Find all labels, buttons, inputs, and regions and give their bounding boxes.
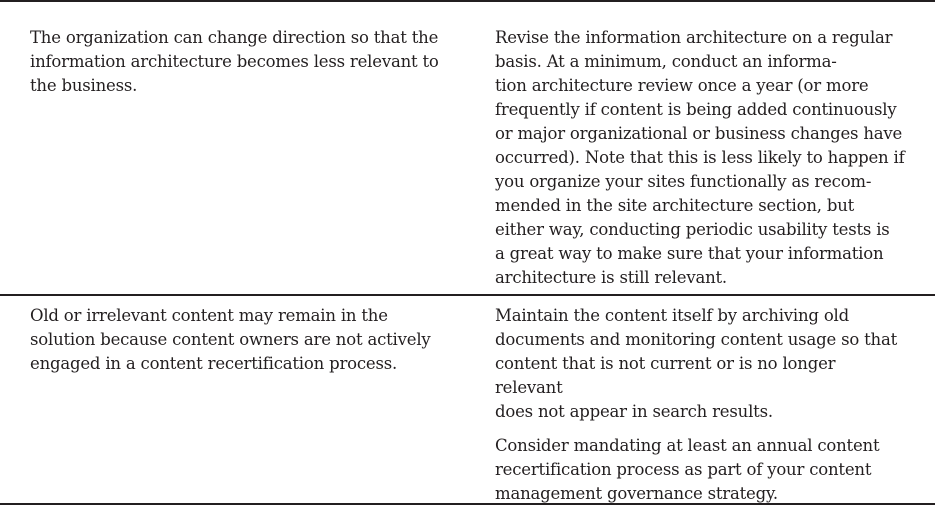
mitigation-text xyxy=(495,304,905,424)
text-line: recertification process as part of your content xyxy=(495,460,872,479)
text-line: either way, conducting periodic usability tests is xyxy=(495,220,890,239)
text-line: Consider mandating at least an annual content xyxy=(495,436,880,455)
risk-cell xyxy=(30,26,440,98)
text-line: the business. xyxy=(30,76,138,95)
text-line: content that is not current or is no longer relevant xyxy=(495,354,836,397)
text-line: frequently if content is being added continuously xyxy=(495,100,897,119)
text-line: or major organizational or business changes have xyxy=(495,124,903,143)
mitigation-cell xyxy=(495,26,905,290)
text-line: mended in the site architecture section, but xyxy=(495,196,855,215)
text-line: documents and monitoring content usage so that xyxy=(495,330,898,349)
table-row xyxy=(0,296,935,505)
text-line: Old or irrelevant content may remain in the xyxy=(30,306,388,325)
mitigation-cell xyxy=(495,304,905,506)
text-line: tion architecture review once a year (or more xyxy=(495,76,869,95)
text-line: a great way to make sure that your information xyxy=(495,244,884,263)
text-line: architecture is still relevant. xyxy=(495,268,727,287)
text-line: Revise the information architecture on a regular xyxy=(495,28,893,47)
text-line: does not appear in search results. xyxy=(495,402,773,421)
mitigation-text xyxy=(495,26,905,290)
text-line: The organization can change direction so that the xyxy=(30,28,439,47)
risk-cell xyxy=(30,304,440,376)
risk-text xyxy=(30,304,440,376)
text-line: engaged in a content recertification process. xyxy=(30,354,398,373)
text-line: Maintain the content itself by archiving old xyxy=(495,306,849,325)
text-line: occurred). Note that this is less likely to happen if xyxy=(495,148,905,167)
text-line: management governance strategy. xyxy=(495,484,778,503)
table-row xyxy=(0,2,935,296)
risk-text xyxy=(30,26,440,98)
mitigation-text xyxy=(495,434,905,506)
text-line: you organize your sites functionally as recom- xyxy=(495,172,872,191)
text-line: basis. At a minimum, conduct an informa- xyxy=(495,52,837,71)
text-line: solution because content owners are not actively xyxy=(30,330,431,349)
text-line: information architecture becomes less relevant to xyxy=(30,52,439,71)
